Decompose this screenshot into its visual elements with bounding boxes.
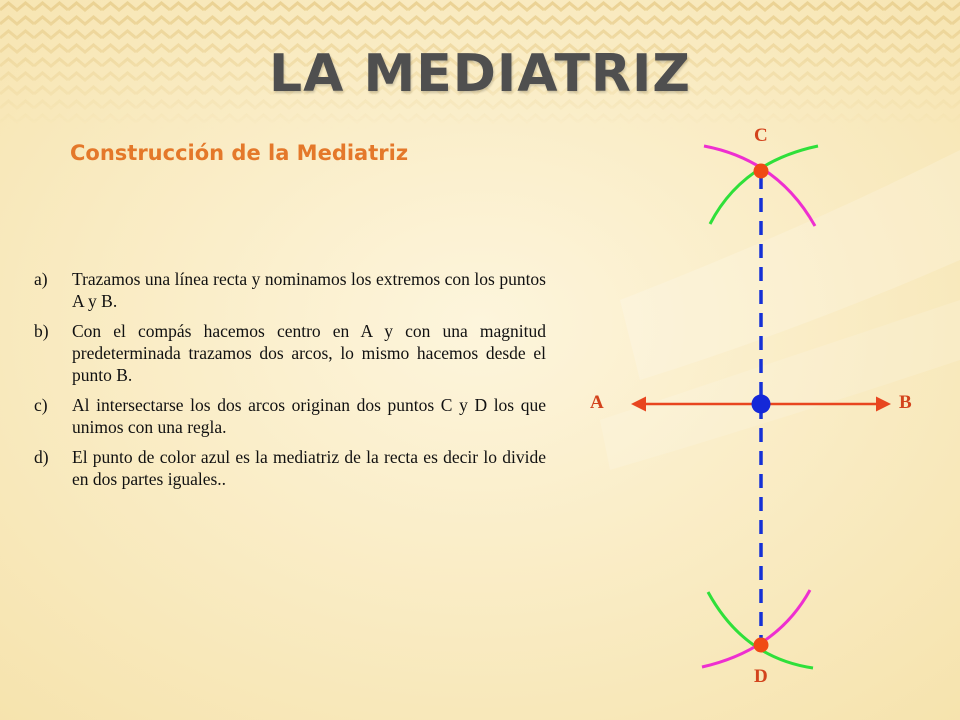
- slide-title: LA MEDIATRIZ: [268, 44, 692, 104]
- step-marker: a): [34, 269, 48, 289]
- step-marker: b): [34, 321, 49, 341]
- arc-from-b-lower: [702, 590, 810, 667]
- label-point-b: B: [899, 392, 912, 413]
- arc-from-a-lower: [708, 592, 813, 668]
- label-point-a: A: [590, 392, 604, 413]
- arc-from-b-upper: [710, 146, 818, 224]
- midpoint: [752, 395, 771, 414]
- step-marker: c): [34, 395, 48, 415]
- step-text: Trazamos una línea recta y nominamos los extremos con los puntos A y B.: [72, 269, 546, 311]
- label-point-d: D: [754, 666, 768, 687]
- step-marker: d): [34, 447, 49, 467]
- step-text: Al intersectarse los dos arcos originan dos puntos C y D los que unimos con una regla.: [72, 395, 546, 437]
- step-text: El punto de color azul es la mediatriz de la recta es decir lo divide en dos partes iguales..: [72, 447, 546, 489]
- step-text: Con el compás hacemos centro en A y con una magnitud predeterminada trazamos dos arcos, lo mismo hacemos desde el punto B.: [72, 321, 546, 385]
- slide-subtitle: Construcción de la Mediatriz: [70, 141, 409, 165]
- point-c: [754, 164, 769, 179]
- point-d: [754, 638, 769, 653]
- label-point-c: C: [754, 125, 768, 146]
